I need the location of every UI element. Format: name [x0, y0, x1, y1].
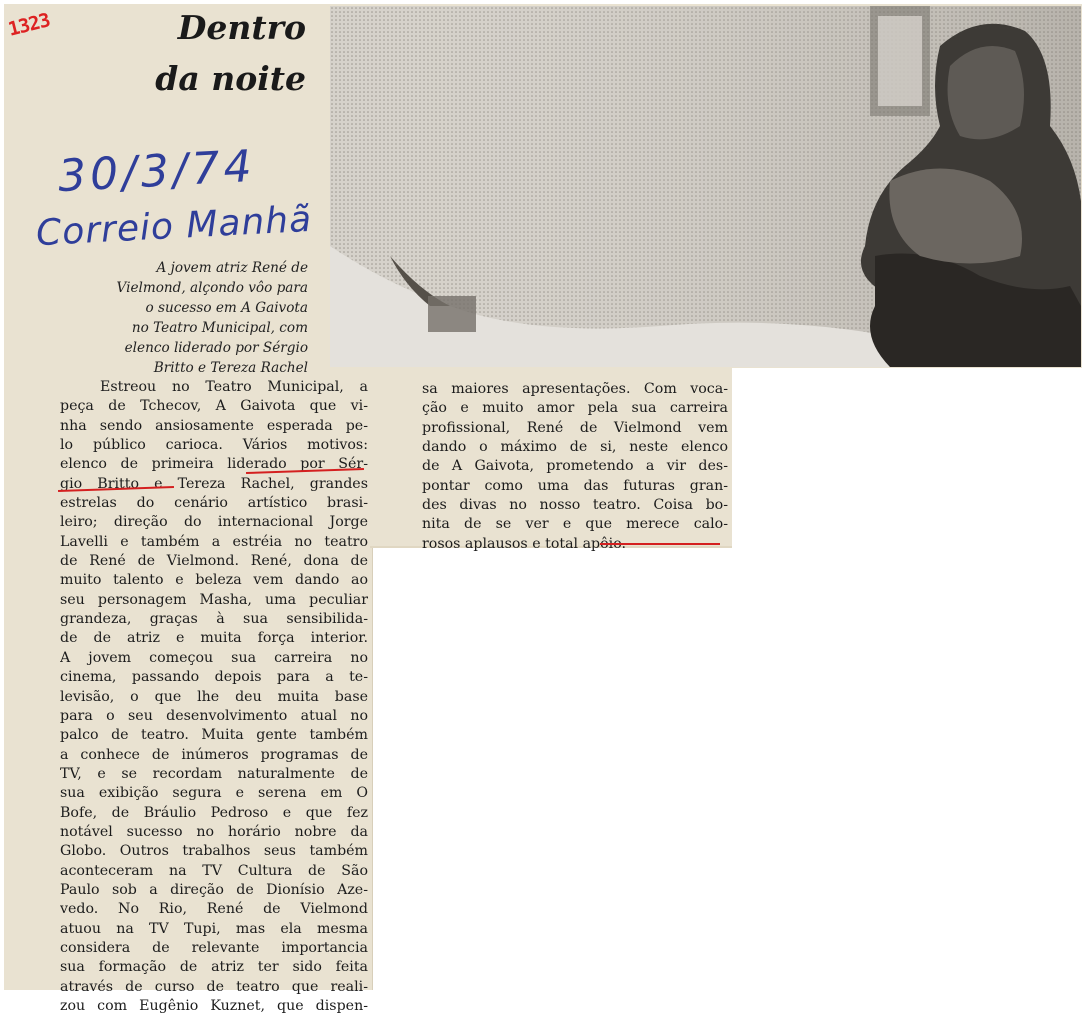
handwritten-source: Correio Manhã: [35, 198, 314, 255]
article-line: peça de Tchecov, A Gaivota que vi-: [60, 398, 368, 415]
article-line: sua exibição segura e serena em O: [60, 785, 368, 802]
article-line: elenco de primeira liderado por Sér-: [60, 456, 368, 473]
article-line: ção e muito amor pela sua carreira: [422, 400, 728, 417]
article-line: Bofe, de Bráulio Pedroso e que fez: [60, 804, 368, 821]
caption-line: no Teatro Municipal, com: [131, 320, 308, 336]
actress-photo: [330, 6, 1081, 367]
article-line: Globo. Outros trabalhos seus também: [60, 843, 368, 860]
article-line: des divas no nosso teatro. Coisa bo-: [422, 497, 728, 514]
article-line: nita de se ver e que merece calo-: [422, 516, 728, 533]
article-line: considera de relevante importancia: [60, 939, 368, 956]
article-line: palco de teatro. Muita gente também: [60, 727, 368, 744]
article-line: de de atriz e muita força interior.: [60, 630, 368, 647]
article-line: zou com Eugênio Kuznet, que dispen-: [60, 998, 368, 1014]
article-line: para o seu desenvolvimento atual no: [60, 707, 368, 724]
article-line: A jovem começou sua carreira no: [60, 649, 368, 666]
article-line: a conhece de inúmeros programas de: [60, 746, 368, 763]
article-line: Lavelli e também a estréia no teatro: [60, 533, 368, 550]
article-line: atuou na TV Tupi, mas ela mesma: [60, 920, 368, 937]
red-edge-mark: [600, 543, 720, 545]
article-line: profissional, René de Vielmond vem: [422, 419, 728, 436]
photo-caption: [66, 258, 308, 378]
article-line: rosos aplausos e total apôio.: [422, 535, 627, 552]
caption-line: Britto e Tereza Rachel: [153, 360, 308, 376]
article-line: Estreou no Teatro Municipal, a: [100, 379, 368, 395]
headline: [130, 2, 306, 104]
caption-line: elenco liderado por Sérgio: [124, 340, 308, 356]
caption-line: o sucesso em A Gaivota: [145, 300, 308, 316]
article-line: TV, e se recordam naturalmente de: [60, 765, 368, 782]
headline-line: da noite: [155, 59, 306, 98]
article-column-2: [422, 380, 728, 554]
headline-line: Dentro: [177, 8, 306, 47]
article-line: leiro; direção do internacional Jorge: [60, 514, 368, 531]
article-line: através de curso de teatro que reali-: [60, 978, 368, 995]
article-column-1: [60, 378, 368, 1016]
caption-line: Vielmond, alçondo vôo para: [116, 280, 308, 296]
article-line: Paulo sob a direção de Dionísio Aze-: [60, 881, 368, 898]
article-line: cinema, passando depois para a te-: [60, 669, 368, 686]
article-line: estrelas do cenário artístico brasi-: [60, 495, 368, 512]
article-line: seu personagem Masha, uma peculiar: [60, 591, 368, 608]
article-line: notável sucesso no horário nobre da: [60, 823, 368, 840]
article-line: sa maiores apresentações. Com voca-: [422, 381, 728, 397]
article-line: grandeza, graças à sua sensibilida-: [60, 611, 368, 628]
archive-number-stamp: 1323: [5, 9, 52, 41]
article-line: vedo. No Rio, René de Vielmond: [60, 901, 368, 918]
article-line: sua formação de atriz ter sido feita: [60, 959, 368, 976]
article-line: de A Gaivota, prometendo a vir des-: [422, 458, 728, 475]
caption-line: A jovem atriz René de: [156, 260, 308, 276]
article-line: gio Britto e Tereza Rachel, grandes: [60, 475, 368, 492]
article-line: nha sendo ansiosamente esperada pe-: [60, 417, 368, 434]
article-line: dando o máximo de si, neste elenco: [422, 439, 728, 456]
article-line: levisão, o que lhe deu muita base: [60, 688, 368, 705]
article-line: muito talento e beleza vem dando ao: [60, 572, 368, 589]
article-line: lo público carioca. Vários motivos:: [60, 437, 368, 454]
handwritten-date: 30/3/74: [56, 140, 257, 203]
article-line: de René de Vielmond. René, dona de: [60, 553, 368, 570]
article-line: aconteceram na TV Cultura de São: [60, 862, 368, 879]
article-line: pontar como uma das futuras gran-: [422, 477, 728, 494]
